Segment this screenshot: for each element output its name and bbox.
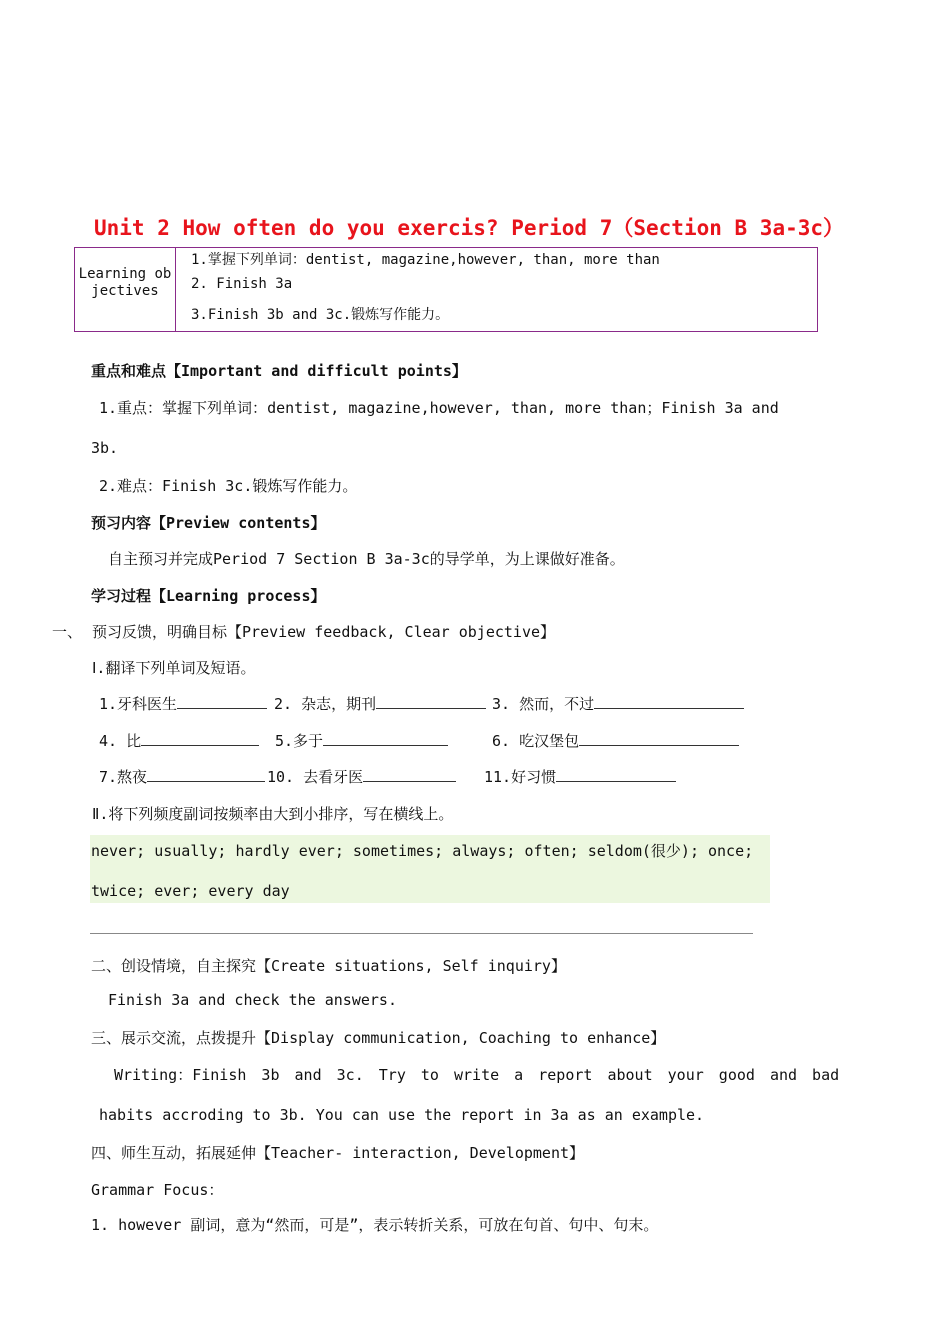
- important-heading: 重点和难点【Important and difficult points】: [91, 362, 467, 380]
- vocab-item-3: 3. 然而，不过: [492, 693, 744, 714]
- answer-blank[interactable]: [579, 731, 739, 746]
- objectives-label: Learning objectives: [78, 266, 172, 299]
- adverbs-line-1: never; usually; hardly ever; sometimes; always; often; seldom(很少); once;: [91, 842, 754, 860]
- answer-blank[interactable]: [147, 767, 265, 782]
- objectives-table: [74, 247, 818, 332]
- part-1-heading: Ⅰ.翻译下列单词及短语。: [92, 659, 256, 677]
- vocab-item-7: 7.熬夜: [99, 766, 265, 787]
- vocab-item-6: 6. 吃汉堡包: [492, 730, 739, 751]
- objective-item-2: 2. Finish 3a: [191, 276, 293, 292]
- step-1-heading: 预习反馈，明确目标【Preview feedback, Clear objective】: [92, 623, 556, 641]
- step-2-heading: 二、创设情境，自主探究【Create situations, Self inquiry】: [91, 957, 566, 975]
- step-3-heading: 三、展示交流，点拨提升【Display communication, Coaching to enhance】: [91, 1029, 666, 1047]
- vocab-item-1: 1.牙科医生: [99, 693, 267, 714]
- answer-blank[interactable]: [177, 694, 267, 709]
- step-3-text-2: habits accroding to 3b. You can use the report in 3a as an example.: [99, 1106, 705, 1124]
- part-2-heading: Ⅱ.将下列频度副词按频率由大到小排序，写在横线上。: [92, 805, 454, 823]
- answer-blank[interactable]: [141, 731, 259, 746]
- objective-item-3: 3.Finish 3b and 3c.锻炼写作能力。: [191, 307, 450, 323]
- step-2-text: Finish 3a and check the answers.: [108, 991, 397, 1009]
- vocab-item-5: 5.多于: [275, 730, 448, 751]
- adverbs-line-2: twice; ever; every day: [91, 882, 290, 900]
- answer-blank[interactable]: [376, 694, 486, 709]
- answer-line[interactable]: [90, 933, 753, 934]
- process-heading: 学习过程【Learning process】: [91, 587, 326, 605]
- step-1-number: 一、: [52, 623, 83, 641]
- answer-blank[interactable]: [323, 731, 448, 746]
- page-title: Unit 2 How often do you exercis? Period 7（Section B 3a-3c）: [94, 216, 845, 240]
- preview-heading: 预习内容【Preview contents】: [91, 514, 326, 532]
- answer-blank[interactable]: [594, 694, 744, 709]
- vocab-item-2: 2. 杂志，期刊: [274, 693, 486, 714]
- grammar-focus-label: Grammar Focus：: [91, 1181, 224, 1199]
- answer-blank[interactable]: [363, 767, 456, 782]
- vocab-item-11: 11.好习惯: [484, 766, 676, 787]
- step-4-heading: 四、师生互动，拓展延伸【Teacher- interaction, Development】: [91, 1144, 585, 1162]
- important-line-1b: 3b.: [91, 439, 119, 457]
- vocab-item-4: 4. 比: [99, 730, 259, 751]
- important-line-2: 2.难点：Finish 3c.锻炼写作能力。: [99, 477, 358, 495]
- preview-text: 自主预习并完成Period 7 Section B 3a-3c的导学单，为上课做好准备。: [108, 550, 625, 568]
- important-line-1: 1.重点：掌握下列单词：dentist, magazine,however, than, more than；Finish 3a and: [99, 399, 779, 417]
- table-divider: [175, 248, 176, 331]
- objective-item-1: 1.掌握下列单词：dentist, magazine,however, than, more than: [191, 252, 660, 268]
- answer-blank[interactable]: [556, 767, 676, 782]
- grammar-item-1: 1. however 副词，意为“然而，可是”，表示转折关系，可放在句首、句中、句末。: [91, 1216, 659, 1234]
- vocab-item-10: 10. 去看牙医: [267, 766, 456, 787]
- step-3-text-1: Writing：Finish 3b and 3c. Try to write a report about your good and bad: [114, 1066, 840, 1084]
